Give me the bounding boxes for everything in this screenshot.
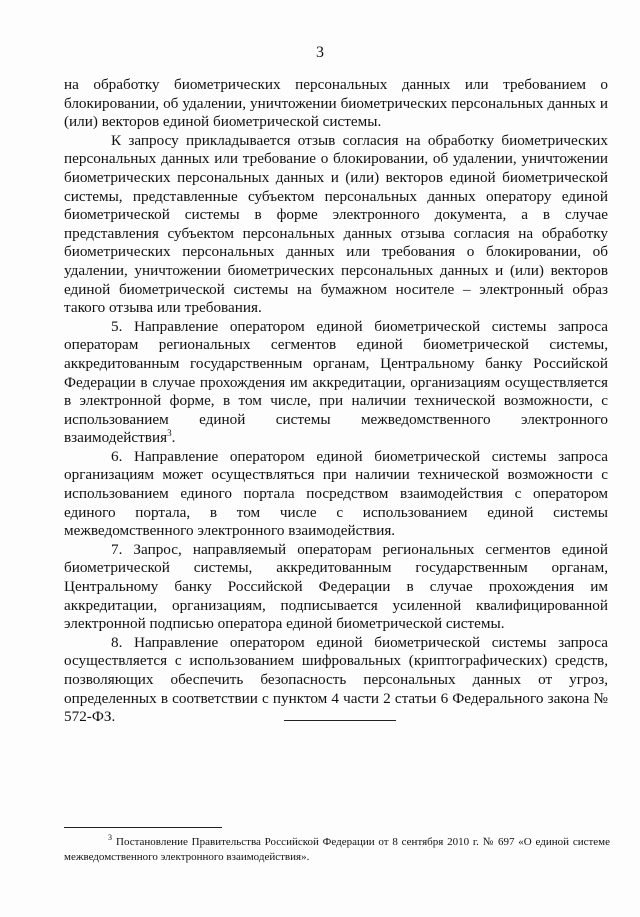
- footnote: [64, 835, 610, 865]
- paragraph-attachment: К запросу прикладывается отзыв согласия на обработку биометрических персональных данных или требование о блокировании, об удалении, уничтожении биометрических персональных данных и (или) векторов единой биометрической системы, представленные субъектом персональных данных оператору единой биометрической системы в форме электронного документа, а в случае представления субъектом персональных данных отзыва согласия на обработку биометрических персональных данных или требования о блокировании, об удалении, уничтожении биометрических персональных данных и (или) векторов единой биометрической системы на бумажном носителе – электронный образ такого отзыва или требования.: [64, 131, 608, 317]
- paragraph-item-5-tail: .: [171, 429, 176, 447]
- end-of-text-divider: [284, 720, 396, 721]
- document-body: [64, 76, 608, 727]
- paragraph-item-8: 8. Направление оператором единой биометрической системы запроса осуществляется с использованием шифровальных (криптографических) средств, позволяющих обеспечить безопасность персональных данных от угроз, определенных в соответствии с пунктом 4 части 2 статьи 6 Федерального закона № 572-ФЗ.: [64, 633, 608, 726]
- paragraph-item-6: 6. Направление оператором единой биометрической системы запроса организациям может осуществляться при наличии технической возможности с использованием единого портала посредством взаимодействия с оператором единого портала, в том числе с использованием единой системы межведомственного электронного взаимодействия.: [64, 447, 608, 540]
- paragraph-continuation: на обработку биометрических персональных данных или требованием о блокировании, об удалении, уничтожении биометрических персональных данных и (или) векторов единой биометрической системы.: [64, 76, 608, 131]
- paragraph-item-7: 7. Запрос, направляемый операторам региональных сегментов единой биометрической системы, аккредитованным государственным органам, Центральному банку Российской Федерации в случае прохождения им аккредитации, организациям, подписывается усиленной квалифицированной электронной подписью оператора единой биометрической системы.: [64, 540, 608, 633]
- paragraph-item-5-text: 5. Направление оператором единой биометрической системы запроса операторам региональных сегментов единой биометрической системы, аккредитованным государственным органам, Центральному банку Российской Федерации в случае прохождения им аккредитации, организациям осуществляется в электронной форме, в том числе, при наличии технической возможности, с использованием единой системы межведомственного электронного взаимодействия: [64, 317, 608, 447]
- footnote-marker: 3: [108, 833, 112, 843]
- footnote-text: Постановление Правительства Российской Федерации от 8 сентября 2010 г. № 697 «О единой системе межведомственного электронного взаимодействия».: [64, 836, 610, 863]
- footnote-divider: [64, 827, 222, 828]
- footnote-reference: 3: [167, 428, 172, 439]
- paragraph-item-5: [64, 318, 608, 448]
- page-number: 3: [316, 44, 324, 61]
